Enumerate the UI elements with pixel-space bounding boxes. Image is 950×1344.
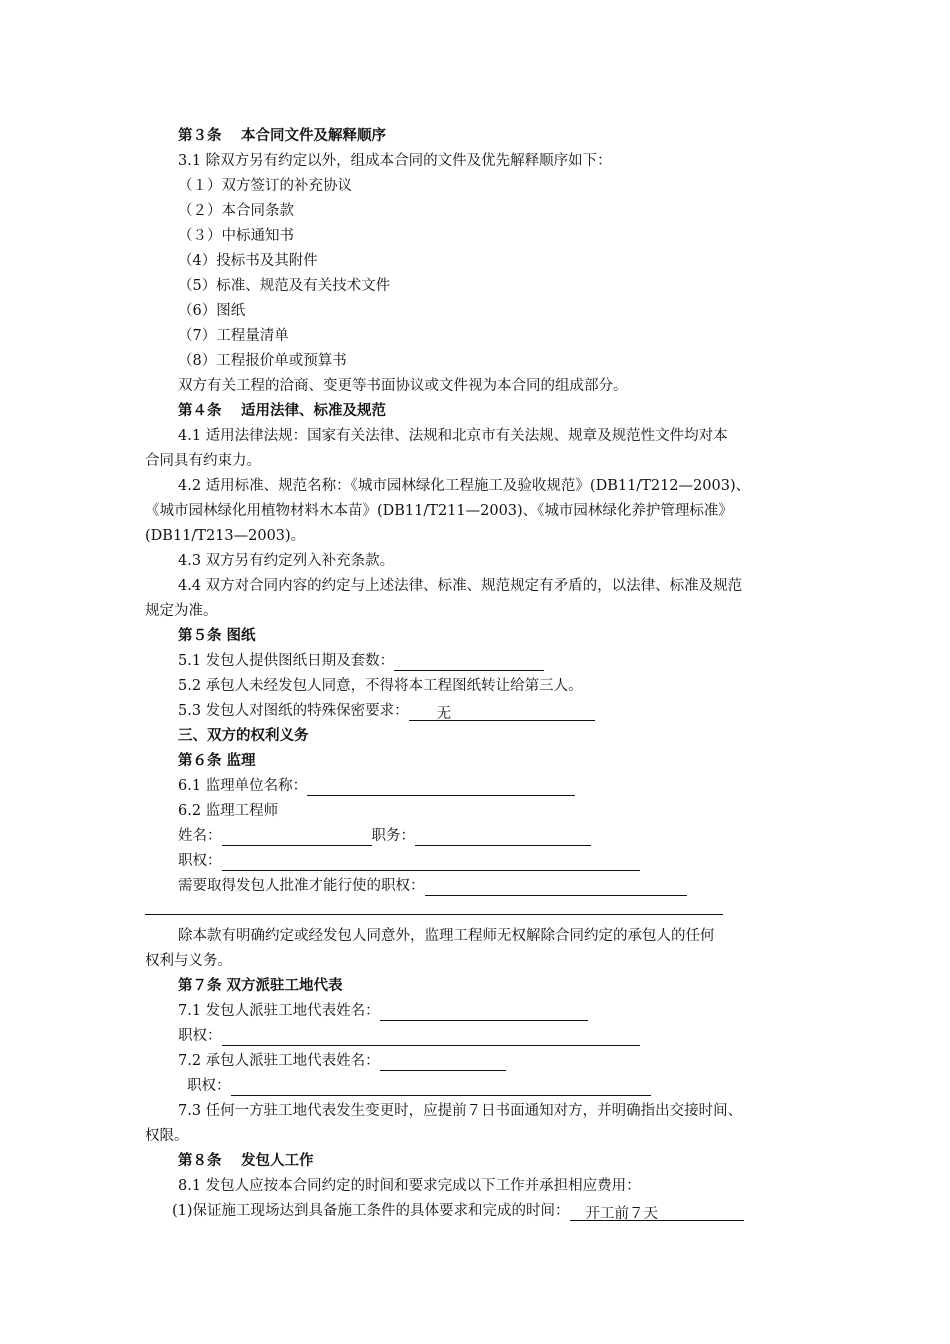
drawing-date-blank[interactable] — [394, 653, 544, 671]
article-7-heading: 第７条 双方派驻工地代表 — [178, 978, 343, 994]
article-8-1-item1 — [172, 1201, 744, 1221]
article-6-note-line2: 权利与义务。 — [145, 953, 232, 969]
article-7-2-authority — [187, 1076, 651, 1096]
article-3-heading: 第３条 本合同文件及解释顺序 — [178, 128, 387, 144]
article-3-1: 3.1 除双方另有约定以外，组成本合同的文件及优先解释顺序如下： — [178, 153, 612, 169]
article-4-4-line1: 4.4 双方对合同内容的约定与上述法律、标准、规范规定有矛盾的，以法律、标准及规范 — [178, 578, 743, 594]
article-4-3: 4.3 双方另有约定列入补充条款。 — [178, 553, 395, 569]
article-4-1-line1: 4.1 适用法律法规：国家有关法律、法规和北京市有关法规、规章及规范性文件均对本 — [178, 428, 728, 444]
authority-label: 职权： — [187, 1078, 231, 1094]
employer-rep-authority-blank[interactable] — [222, 1028, 640, 1046]
item1-label: (1)保证施工现场达到具备施工条件的具体要求和完成的时间： — [172, 1203, 570, 1219]
article-7-1 — [178, 1001, 588, 1021]
article-4-4-line2: 规定为准。 — [145, 603, 218, 619]
contractor-rep-authority-blank[interactable] — [231, 1078, 651, 1096]
article-8-heading: 第８条 发包人工作 — [178, 1153, 314, 1169]
article-7-1-label: 7.1 发包人派驻工地代表姓名： — [178, 1003, 380, 1019]
article-5-2: 5.2 承包人未经发包人同意，不得将本工程图纸转让给第三人。 — [178, 678, 583, 694]
article-4-1-line2: 合同具有约束力。 — [145, 453, 261, 469]
article-8-1: 8.1 发包人应按本合同约定的时间和要求完成以下工作并承担相应费用： — [178, 1178, 641, 1194]
list-item: （4）投标书及其附件 — [178, 253, 318, 269]
article-3-note: 双方有关工程的洽商、变更等书面协议或文件视为本合同的组成部分。 — [178, 378, 628, 394]
article-6-2-name-title — [178, 826, 591, 846]
list-item: （３）中标通知书 — [178, 228, 294, 244]
article-7-1-authority — [178, 1026, 640, 1046]
confidentiality-field[interactable]: 无 — [409, 704, 595, 721]
article-4-2-line1: 4.2 适用标准、规范名称：《城市园林绿化工程施工及验收规范》(DB11/T212—2003)、 — [178, 478, 751, 494]
authority-label: 职权： — [178, 1028, 222, 1044]
list-item: （１）双方签订的补充协议 — [178, 178, 352, 194]
site-ready-time-field[interactable]: 开工前７天 — [570, 1204, 744, 1221]
article-4-heading: 第４条 适用法律、标准及规范 — [178, 403, 387, 419]
approval-authority-blank[interactable] — [425, 878, 687, 896]
article-7-3-line1: 7.3 任何一方驻工地代表发生变更时，应提前７日书面通知对方，并明确指出交接时间、 — [178, 1103, 743, 1119]
authority-label: 职权： — [178, 853, 222, 869]
article-6-2: 6.2 监理工程师 — [178, 803, 279, 819]
approval-label: 需要取得发包人批准才能行使的职权： — [178, 878, 425, 894]
section-3-heading: 三、双方的权利义务 — [178, 728, 309, 744]
approval-authority-blank-continued[interactable] — [145, 914, 723, 915]
list-item: （6）图纸 — [178, 303, 246, 319]
article-5-1 — [178, 651, 544, 671]
name-label: 姓名： — [178, 828, 222, 844]
list-item: （5）标准、规范及有关技术文件 — [178, 278, 391, 294]
article-6-1-label: 6.1 监理单位名称： — [178, 778, 308, 794]
engineer-name-blank[interactable] — [222, 828, 372, 846]
article-7-2-label: 7.2 承包人派驻工地代表姓名： — [178, 1053, 380, 1069]
list-item: （7）工程量清单 — [178, 328, 289, 344]
employer-rep-name-blank[interactable] — [380, 1003, 588, 1021]
article-4-2-line2: 《城市园林绿化用植物材料木本苗》(DB11/T211—2003)、《城市园林绿化养护管理标准》 — [145, 503, 733, 519]
article-7-3-line2: 权限。 — [145, 1128, 189, 1144]
list-item: （２）本合同条款 — [178, 203, 294, 219]
article-7-2 — [178, 1051, 506, 1071]
list-item: （8）工程报价单或预算书 — [178, 353, 347, 369]
article-4-2-line3: (DB11/T213—2003)。 — [145, 528, 306, 544]
article-5-3-label: 5.3 发包人对图纸的特殊保密要求： — [178, 703, 409, 719]
article-6-note-line1: 除本款有明确约定或经发包人同意外，监理工程师无权解除合同约定的承包人的任何 — [178, 928, 715, 944]
article-6-2-approval — [178, 876, 687, 896]
article-6-1 — [178, 776, 575, 796]
contractor-rep-name-blank[interactable] — [380, 1053, 506, 1071]
article-6-heading: 第６条 监理 — [178, 753, 256, 769]
title-label: 职务： — [371, 828, 415, 844]
engineer-authority-blank[interactable] — [222, 853, 640, 871]
supervisor-unit-blank[interactable] — [307, 778, 575, 796]
article-5-3 — [178, 701, 595, 721]
engineer-title-blank[interactable] — [415, 828, 591, 846]
article-5-heading: 第５条 图纸 — [178, 628, 256, 644]
article-5-1-label: 5.1 发包人提供图纸日期及套数： — [178, 653, 395, 669]
article-6-2-authority — [178, 851, 640, 871]
